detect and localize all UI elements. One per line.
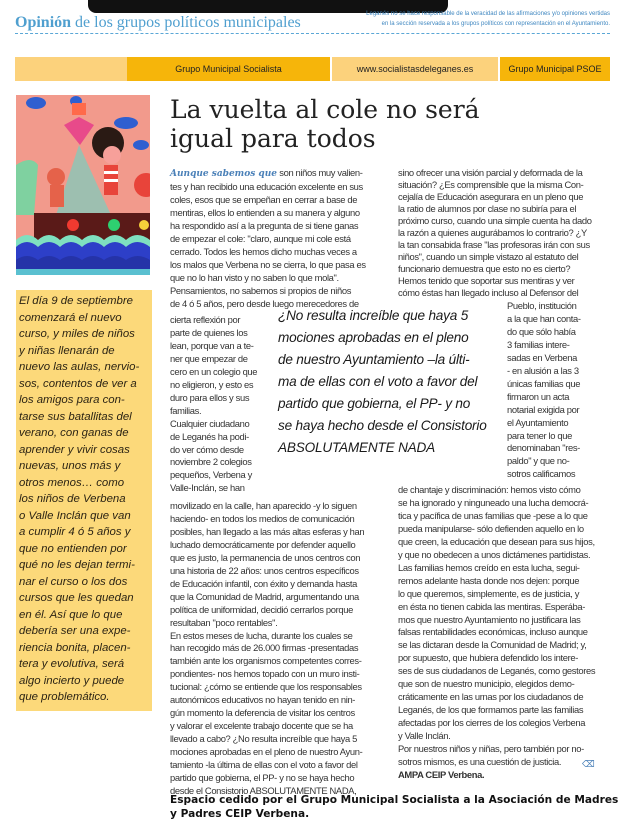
intro-highlight-box — [16, 290, 152, 711]
text-line: cierta reflexión por — [170, 314, 241, 325]
text-line: gún momento la deferencia de visitar los centros — [170, 707, 355, 719]
text-line: los niños de Verbena — [19, 493, 126, 505]
text-line: Por nuestros niños y niñas, pero también por no- — [398, 743, 584, 755]
column-1-narrow — [170, 314, 257, 495]
text-line: que no entienden por — [19, 542, 127, 555]
text-line: de empezar el cole: "claro, aunque mi cole está — [170, 232, 351, 244]
section-title-rest: de los grupos políticos municipales — [71, 14, 301, 31]
column-2-bottom — [398, 484, 595, 782]
text-line: tera y evolutiva, será — [19, 658, 125, 670]
text-line: firmaron un acta — [507, 390, 570, 402]
text-line: llevado a cabo? ¿No resulta increíble que haya 5 — [170, 733, 357, 745]
text-line: ABSOLUTAMENTE NADA — [278, 440, 436, 455]
text-line: y Valle Inclán. — [398, 730, 451, 742]
text-line: y que no obedecen a unos dictámenes partidistas. — [398, 548, 591, 560]
text-line: o Valle Inclán que van — [19, 509, 131, 522]
section-title — [15, 14, 301, 32]
bar-website-link[interactable]: www.socialistasdeleganes.es — [332, 57, 498, 81]
text-line: el Ayuntamiento — [507, 416, 569, 428]
text-line: que problemático. — [19, 691, 110, 703]
text-line: para tener lo que — [507, 429, 572, 441]
text-line: por supuesto, que hubiera defendido los intere- — [398, 652, 579, 664]
text-line: son niños muy valien- — [276, 167, 363, 178]
text-line: próximo curso, cuando una simple cuenta ha dado — [398, 215, 592, 226]
text-line: riencia bonita, placen- — [19, 641, 131, 654]
text-line: nar el curso o los dos — [19, 575, 128, 588]
text-line: Las familias hemos creído en esta lucha, segui- — [398, 561, 580, 573]
text-line: otros menos… como — [19, 476, 125, 489]
text-line: únicas familias que — [507, 377, 581, 389]
text-line: los amigos para con- — [19, 394, 125, 406]
text-line: mos que nuestro Ayuntamiento no justificara las — [398, 613, 581, 625]
text-line: Hemos tenido que soportar sus mentiras y ver — [398, 275, 575, 286]
text-line: se las dictaran desde la Comunidad de Madrid; y, — [398, 639, 587, 651]
section-title-bold: Opinión — [15, 14, 72, 31]
text-line: En estos meses de lucha, durante los cuales se — [170, 629, 353, 641]
text-line: niños", cuando un simple vistazo al estatuto del — [398, 251, 579, 262]
text-line: de chantaje y discriminación: hemos visto cómo — [398, 484, 581, 495]
text-line: cursos que les quedan — [19, 592, 134, 604]
text-line: han recogido más de 26.000 firmas -presentadas — [170, 642, 359, 654]
text-line: curso, y miles de niños — [19, 328, 135, 340]
text-line: parte de quienes los — [170, 326, 248, 338]
text-line: cómo éstas han llegado incluso al Defensor del — [398, 287, 579, 298]
text-line: funcionario demuestra que esto no es cierto? — [398, 263, 571, 274]
text-line: aprender y vivir cosas — [19, 443, 130, 456]
text-line: situación? ¿Es comprensible que la misma Con- — [398, 179, 584, 190]
text-line: de Leganés ha podi- — [170, 430, 249, 442]
column-2-bottom-lines — [398, 484, 595, 769]
text-line: - en alusión a las 3 — [507, 364, 579, 376]
text-line: a la que han conta- — [507, 312, 581, 324]
text-line: mociones aprobadas en el pleno de nuestro Ayun- — [170, 746, 363, 758]
text-line: Leganés, de los que formamos parte las familias — [398, 704, 584, 716]
text-line: cráticamente en las urnas por los ciudadanos de — [398, 691, 584, 703]
text-line: que no lo han visto y no saben lo que mola". — [170, 271, 339, 283]
text-line: la razón a quienes augurábamos lo contrario? ¿Y — [398, 227, 587, 238]
text-line: do que sólo había — [507, 325, 576, 337]
text-line: Cualquier ciudadano — [170, 417, 250, 429]
dashed-divider — [15, 33, 610, 34]
text-line: ses de sus ciudadanos de Leganés, como gestores — [398, 665, 596, 677]
text-line: noviembre 2 colegios — [170, 456, 252, 468]
text-line: movilizado en la calle, han aparecido -y lo siguen — [170, 500, 357, 511]
disclaimer — [366, 9, 610, 29]
text-line: sos, contentos de ver a — [19, 377, 137, 390]
text-line: sotros calificamos — [507, 468, 576, 480]
text-line: resultaban "poco rentables". — [170, 616, 278, 628]
column-1-top-lines — [170, 181, 366, 311]
text-line: posibles, han llegado a las más altas esferas y han — [170, 525, 365, 537]
text-line: nuevo las aulas, nervio- — [19, 361, 140, 373]
pull-quote — [278, 305, 487, 459]
text-line: mentiras, ellos lo entienden a su manera y alguno — [170, 206, 360, 218]
text-line: que la Comunidad de Madrid, argumentando una — [170, 590, 359, 602]
text-line: tamiento -la última de ellas con el voto a favor del — [170, 759, 358, 771]
text-line: 3 familias intere- — [507, 338, 570, 350]
text-line: La vuelta al cole no será — [170, 95, 480, 124]
text-line: Pensamientos, no sabemos si propios de niños — [170, 284, 352, 296]
bar-group-name: Grupo Municipal Socialista — [127, 57, 330, 81]
text-line: sotros mismos, es una cuestión de justicia. — [398, 756, 562, 768]
text-line: partido que gobierna, el PP- y no se haya hecho — [170, 772, 355, 784]
text-line: remos adelante hasta donde nos dejen: porque — [398, 574, 580, 586]
text-line: lo que queremos, simplemente, es de justicia, y — [398, 587, 580, 599]
text-line: partido que gobierna, el PP- y no — [278, 396, 471, 411]
article-title — [170, 95, 480, 153]
text-line: de Educación infantil, con éxito y demanda hasta — [170, 577, 357, 589]
text-line: en ésta no tienen cabida las mentiras. Esperába- — [398, 600, 585, 612]
lead-in: Aunque sabemos que — [170, 169, 277, 179]
text-line: denominaban "res- — [507, 442, 580, 454]
text-line: ha respondido así a la pregunta de si tiene ganas — [170, 219, 359, 231]
text-line: y Padres CEIP Verbena. — [170, 808, 310, 820]
text-line: luchado democráticamente por defender aquello — [170, 538, 356, 550]
text-line: pueda manipularse- sólo defienden aquello en lo — [398, 522, 584, 534]
text-line: ner que empezar de — [170, 352, 248, 364]
text-line: notarial exigida por — [507, 403, 580, 415]
text-line: y niñas llenarán de — [19, 344, 115, 357]
text-line: ma de ellas con el voto a favor del — [278, 374, 478, 389]
text-line: Valle-Inclán, se han — [170, 482, 245, 494]
bar-party-name: Grupo Municipal PSOE — [500, 57, 610, 81]
text-line: cerrado. Todos les hemos dicho muchas veces a — [170, 245, 357, 257]
text-line: una historia de 22 años: unos centros específicos — [170, 564, 359, 576]
column-1-bottom — [170, 500, 364, 798]
text-line: El día 9 de septiembre — [19, 295, 133, 307]
text-line: que creen, la educación que desean para sus hijos, — [398, 535, 595, 547]
text-line: en la sección reservada a los grupos políticos con representación en el Ayuntamiento. — [381, 21, 610, 27]
text-line: afectadas por los cierres de los colegios Verbena — [398, 717, 586, 729]
text-line: se haya hecho desde el Consistorio — [278, 418, 487, 433]
text-line: pondientes- nos hemos topado con un muro insti- — [170, 668, 360, 680]
text-line: mociones aprobadas en el pleno — [278, 330, 469, 345]
text-line: la ratio de alumnos por clase no subiría para el — [398, 203, 577, 214]
bar-spacer — [15, 57, 127, 81]
text-line: no eligieron, y esto es — [170, 378, 254, 390]
text-line: haciendo- en todos los medios de comunicación — [170, 512, 355, 524]
text-line: de 4 ó 5 años, pero desde luego merecedores de — [170, 297, 359, 309]
text-line: los malos que Verbena no se cierra, lo que pasa es — [170, 258, 366, 270]
text-line: de nuestro Ayuntamiento –la últi- — [278, 352, 470, 367]
text-line: tucional: ¿cómo se entiende que los responsables — [170, 681, 362, 693]
text-line: falsas rentabilidades económicas, incluso aunque — [398, 626, 588, 638]
text-line: sino ofrecer una visión parcial y deformada de la — [398, 167, 583, 178]
text-line: también ante los organismos competentes corres- — [170, 655, 362, 667]
text-line: en él. Así que lo que — [19, 608, 123, 621]
children-drawing-illustration — [16, 95, 150, 275]
text-line: pequeños, Verbena y — [170, 469, 252, 481]
text-line: paldo" y que no- — [507, 455, 570, 467]
text-line: igual para todos — [170, 124, 376, 153]
text-line: qué no les dejan termi- — [19, 559, 135, 571]
text-line: Leganés no se hace responsable de la veracidad de las afirmaciones y/o opiniones vertidas — [366, 11, 610, 17]
text-line: duro para ellos y sus — [170, 391, 250, 403]
text-line: coles, esos que se empeñan en cerrar a base de — [170, 193, 358, 205]
text-line: ¿No resulta increíble que haya 5 — [278, 308, 469, 323]
text-line: debería ser una expe- — [19, 625, 131, 637]
text-line: comenzará el nuevo — [19, 311, 122, 324]
text-line: familias. — [170, 404, 202, 416]
text-line: a cumplir 4 ó 5 años y — [19, 526, 131, 538]
text-line: tes y han recibido una educación excelente en sus — [170, 180, 363, 192]
text-line: la tan consabida frase "las profesoras irán con sus — [398, 239, 590, 250]
text-line: do ver cómo desde — [170, 443, 244, 455]
text-line: que es justo, la permanencia de unos centros con — [170, 551, 361, 563]
text-line: sadas en Verbena — [507, 351, 577, 363]
text-line: desde el Consistorio ABSOLUTAMENTE NADA, — [170, 784, 357, 796]
text-line: política de uniformidad, decidió cerrarlos porque — [170, 603, 353, 615]
text-line: que son de nuestro municipio, elegidos demo- — [398, 678, 575, 690]
column-1-top — [170, 167, 366, 310]
end-mark-icon: ⌫ — [582, 760, 595, 770]
text-line: Espacio cedido por el Grupo Municipal Socialista a la Asociación de Madres — [170, 794, 619, 806]
footer-note — [170, 793, 618, 821]
text-line: se ha ignorado y ninguneado una lucha democrá- — [398, 496, 589, 508]
text-line: autonómicos educativos no hayan tenido en nin- — [170, 694, 356, 706]
text-line: y valorar el excelente trabajo docente que se ha — [170, 720, 353, 732]
text-line: cero en un colegio que — [170, 365, 258, 377]
text-line: cejalía de Educación asegurara en un pleno que — [398, 191, 584, 202]
column-2-top — [398, 167, 592, 299]
text-line: verano, con ganas de — [19, 427, 129, 439]
text-line: tarse sus batallitas del — [19, 410, 132, 423]
signature: AMPA CEIP Verbena. — [398, 768, 485, 780]
text-line: Pueblo, institución — [507, 300, 577, 311]
text-line: nuevas, unos más y — [19, 460, 121, 472]
text-line: algo incierto y puede — [19, 674, 125, 687]
column-2-narrow — [507, 300, 581, 481]
text-line: lean, porque van a te- — [170, 339, 254, 351]
text-line: tica y pacífica de unas familias que -pese a lo que — [398, 509, 588, 521]
